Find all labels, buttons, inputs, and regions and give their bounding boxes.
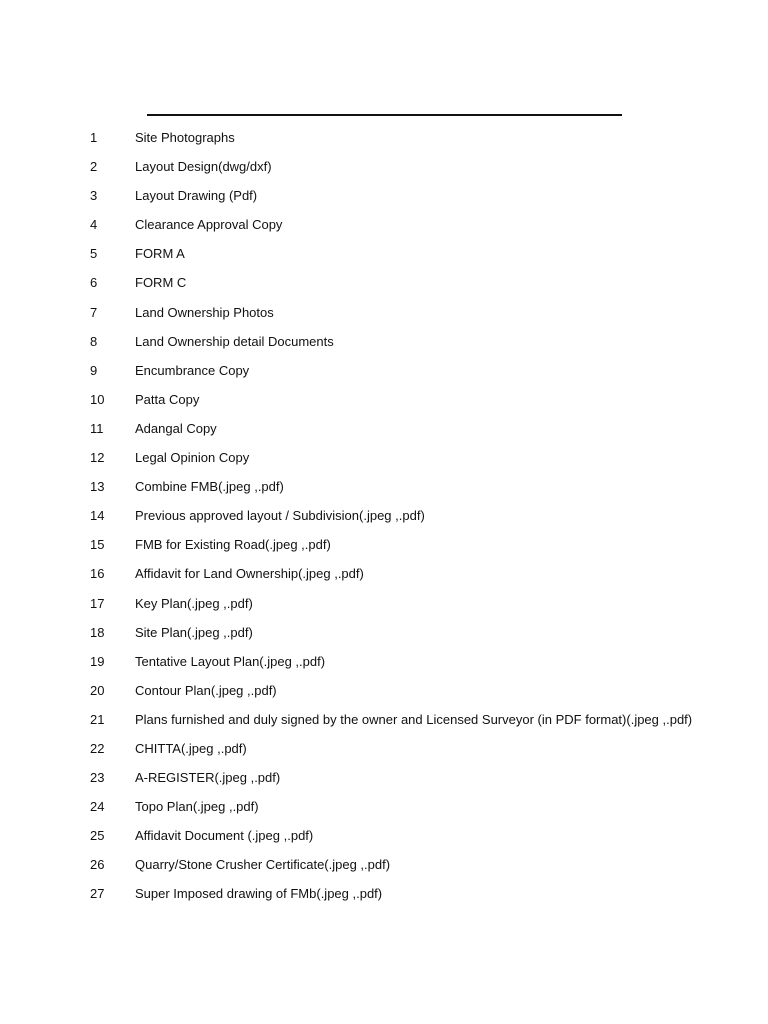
list-item: [0, 502, 768, 531]
item-label: CHITTA(.jpeg ,.pdf): [135, 740, 247, 756]
item-number: 7: [90, 304, 98, 320]
item-number: 17: [90, 595, 105, 611]
list-item: [0, 560, 768, 589]
list-item: [0, 182, 768, 211]
item-label: Legal Opinion Copy: [135, 450, 250, 466]
item-label: Tentative Layout Plan(.jpeg ,.pdf): [135, 653, 326, 669]
list-item: [0, 590, 768, 619]
list-item: [0, 240, 768, 269]
item-label: Quarry/Stone Crusher Certificate(.jpeg ,.pdf): [135, 857, 391, 873]
item-number: 19: [90, 653, 105, 669]
item-number: 12: [90, 450, 105, 466]
list-item: [0, 531, 768, 560]
list-item: [0, 328, 768, 357]
list-item: [0, 764, 768, 793]
list-item: [0, 619, 768, 648]
item-number: 14: [90, 508, 105, 524]
item-number: 21: [90, 711, 105, 727]
list-item: [0, 822, 768, 851]
item-label: Contour Plan(.jpeg ,.pdf): [135, 682, 277, 698]
item-label: Adangal Copy: [135, 420, 217, 436]
list-item: [0, 444, 768, 473]
item-number: 22: [90, 740, 105, 756]
item-label: Plans furnished and duly signed by the owner and Licensed Surveyor (in PDF format)(.jpeg ,.pdf): [135, 711, 693, 727]
list-item: [0, 269, 768, 298]
item-label: FORM C: [135, 275, 187, 291]
list-item: [0, 677, 768, 706]
item-label: Land Ownership Photos: [135, 304, 274, 320]
item-label: Layout Drawing (Pdf): [135, 188, 258, 204]
list-item: [0, 124, 768, 153]
item-label: Super Imposed drawing of FMb(.jpeg ,.pdf): [135, 886, 383, 902]
list-item: [0, 648, 768, 677]
list-item: [0, 415, 768, 444]
item-number: 4: [90, 217, 98, 233]
item-label: Site Plan(.jpeg ,.pdf): [135, 624, 253, 640]
list-item: [0, 357, 768, 386]
item-label: FMB for Existing Road(.jpeg ,.pdf): [135, 537, 331, 553]
item-label: A-REGISTER(.jpeg ,.pdf): [135, 770, 281, 786]
item-number: 23: [90, 770, 105, 786]
list-item: [0, 851, 768, 880]
item-number: 15: [90, 537, 105, 553]
item-label: Encumbrance Copy: [135, 362, 250, 378]
item-label: Clearance Approval Copy: [135, 217, 283, 233]
item-number: 27: [90, 886, 105, 902]
item-number: 25: [90, 828, 105, 844]
item-number: 6: [90, 275, 98, 291]
list-item: [0, 153, 768, 182]
item-number: 18: [90, 624, 105, 640]
item-number: 5: [90, 246, 98, 262]
item-number: 1: [90, 130, 98, 145]
list-item: [0, 473, 768, 502]
item-label: Combine FMB(.jpeg ,.pdf): [135, 479, 284, 495]
list-item: [0, 880, 768, 909]
item-label: Topo Plan(.jpeg ,.pdf): [135, 799, 259, 815]
list-item: [0, 793, 768, 822]
item-label: Affidavit Document (.jpeg ,.pdf): [135, 828, 314, 844]
item-label: FORM A: [135, 246, 185, 262]
list-item: [0, 299, 768, 328]
item-number: 11: [90, 420, 104, 436]
item-label: Previous approved layout / Subdivision(.jpeg ,.pdf): [135, 508, 425, 524]
item-number: 2: [90, 159, 98, 175]
item-number: 9: [90, 362, 98, 378]
item-label: Layout Design(dwg/dxf): [135, 159, 272, 175]
header-rule: [147, 114, 622, 116]
item-label: Land Ownership detail Documents: [135, 333, 334, 349]
item-number: 10: [90, 391, 105, 407]
list-item: [0, 211, 768, 240]
item-number: 8: [90, 333, 98, 349]
document-checklist: [0, 124, 768, 910]
item-number: 16: [90, 566, 105, 582]
list-item: [0, 386, 768, 415]
list-item: [0, 735, 768, 764]
item-label: Key Plan(.jpeg ,.pdf): [135, 595, 253, 611]
item-number: 26: [90, 857, 105, 873]
list-item: [0, 706, 768, 735]
item-label: Affidavit for Land Ownership(.jpeg ,.pdf): [135, 566, 364, 582]
item-number: 24: [90, 799, 105, 815]
item-number: 13: [90, 479, 105, 495]
item-number: 20: [90, 682, 105, 698]
item-number: 3: [90, 188, 98, 204]
item-label: Site Photographs: [135, 130, 235, 145]
item-label: Patta Copy: [135, 391, 200, 407]
